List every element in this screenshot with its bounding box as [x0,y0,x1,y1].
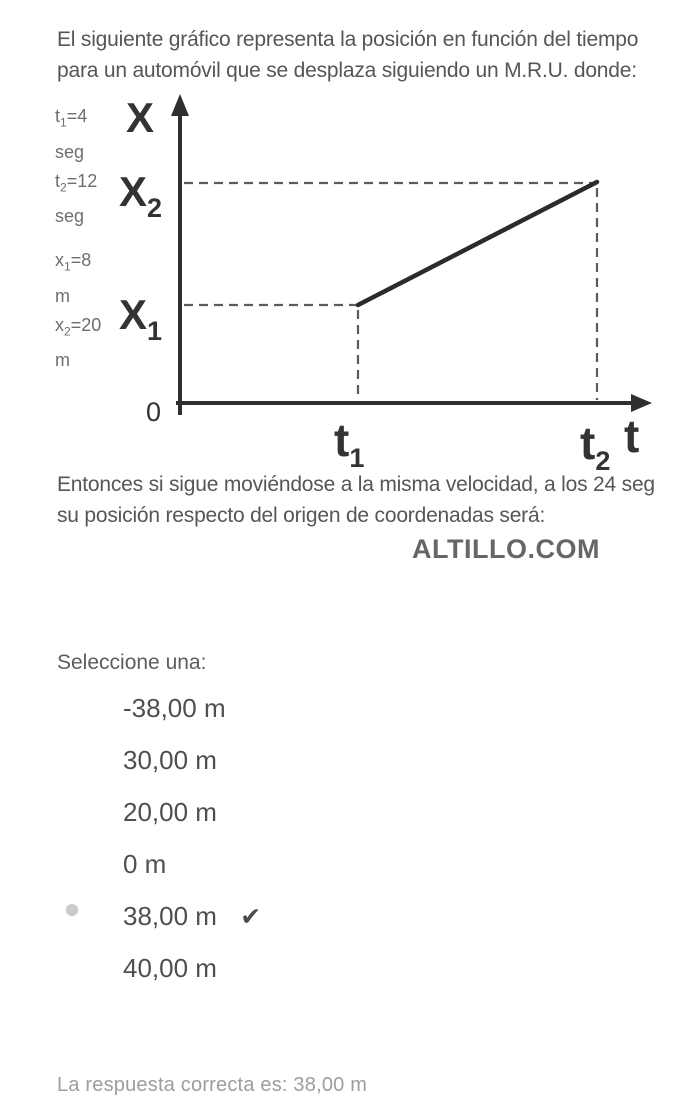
question-followup [57,469,655,531]
t2-tick-label: $t_2$ [580,417,611,470]
given-t2-unit: seg [55,206,85,227]
given-t2-subscript: 2 [60,180,67,195]
answer-feedback: La respuesta correcta es: 38,00 m [57,1074,368,1096]
given-x1-value: =8 [70,250,92,271]
x1-tick-label: $X_1$ [119,291,163,346]
option-row-5-selected[interactable] [0,901,700,953]
given-t1-unit: seg [55,141,85,162]
given-t1-subscript: 1 [60,115,67,130]
option-label: 20,00 m [123,797,217,827]
given-t1-symbol: t [55,106,61,126]
t1-tick-label: $t_1$ [334,414,365,470]
question-intro-line1: El siguiente gráfico representa la posición en función del tiempo [57,28,639,51]
option-label: 0 m [123,849,167,879]
option-row-3[interactable] [0,797,700,849]
x-axis-label: t [624,410,640,462]
option-label: -38,00 m [123,693,226,723]
given-t1-value: =4 [66,106,88,126]
position-line [358,182,597,305]
option-row-1[interactable] [0,693,700,745]
correct-check-icon: ✔ [240,903,262,931]
question-intro-line2: para un automóvil que se desplaza siguiendo un M.R.U. donde: [57,59,637,82]
given-x1-unit: m [55,285,70,306]
given-x2-value: =20 [70,314,102,335]
given-x2-symbol: x [55,314,64,335]
watermark: ALTILLO.COM [412,534,600,564]
y-axis-arrow [171,94,189,116]
question-followup-line2: su posición respecto del origen de coordenadas será: [57,504,546,527]
given-x2-unit: m [55,350,70,371]
given-t2-value: =12 [66,170,98,191]
question-followup-line1: Entonces si sigue moviéndose a la misma velocidad, a los 24 seg [57,473,655,496]
x2-tick-label: $X_2$ [119,168,163,223]
option-label: 40,00 m [123,953,217,983]
given-t2-symbol: t [55,170,61,191]
option-row-4[interactable] [0,849,700,901]
origin-label: 0 [146,397,162,427]
option-label: 30,00 m [123,745,217,775]
given-x2-subscript: 2 [64,324,71,339]
question-intro [57,24,638,86]
given-x1-symbol: x [55,250,64,271]
option-row-2[interactable] [0,745,700,797]
select-prompt: Seleccione una: [57,651,207,674]
radio-button-selected[interactable] [66,904,78,916]
option-label: 38,00 m [123,901,217,931]
position-time-graph [0,90,700,470]
given-x1-subscript: 1 [64,259,71,274]
options-list [0,693,700,1005]
y-axis-label: X [126,94,155,141]
option-row-6[interactable] [0,953,700,1005]
